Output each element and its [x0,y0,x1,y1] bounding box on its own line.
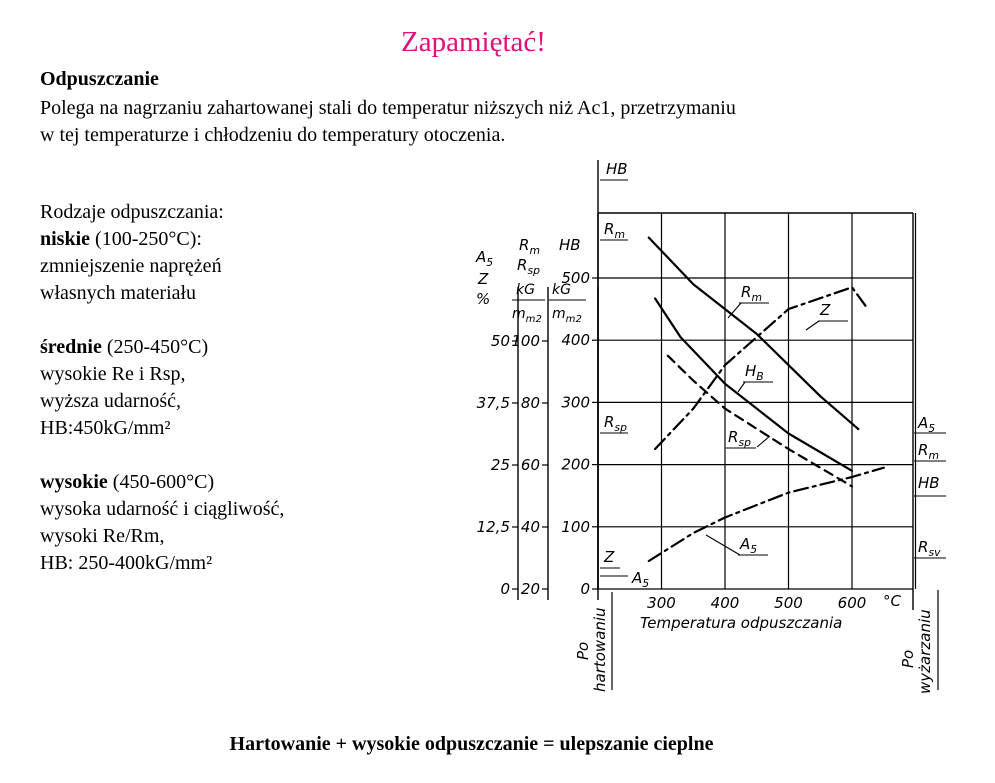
type-range: (450-600°C) [107,471,215,493]
axis-label: kG [552,282,571,298]
axis-label: $m_{m2}$ [512,306,542,325]
series-line-Z [655,287,868,449]
edge-label: $R_{sp}$ [604,413,627,434]
edge-label-rotated: Po [574,641,592,660]
series-label: $A_5$ [740,535,758,556]
axis-tick-label: 37,5 [476,394,510,412]
axis-tick-label: 60 [520,456,540,474]
edge-label-rotated: hartowaniu [591,607,609,692]
axis-label: $A_5$ [476,248,494,269]
description-paragraph [40,95,736,149]
series-label: $H_B$ [745,362,764,383]
series-line-HB [655,299,852,471]
series-label: $R_{sp}$ [728,428,751,449]
type-low-line: własnych materiału [40,282,197,304]
axis-tick-label: 200 [561,455,590,474]
edge-label-rotated: wyżarzaniu [916,609,934,694]
x-axis-label: Temperatura odpuszczania [640,614,843,632]
axis-label: % [476,290,491,308]
edge-label: $R_m$ [918,441,939,462]
type-high-line: wysoka udarność i ciągliwość, [40,498,285,520]
type-range: (250-450°C) [101,336,209,358]
edge-label: HB [606,160,628,178]
axis-tick-label: 50 [490,332,510,350]
edge-label-rotated: Po [899,649,917,668]
edge-label: $R_{sv}$ [918,538,941,559]
type-name: wysokie [40,471,108,493]
axis-tick-label: 20 [520,580,540,598]
axis-tick-label: 80 [520,394,540,412]
edge-label: Z [604,548,615,566]
type-high-line: wysoki Re/Rm, [40,525,165,547]
series-label: $R_m$ [741,283,762,304]
axis-tick-label: 25 [490,456,510,474]
axis-label: HB [559,236,581,254]
series-line-Rm [649,238,859,430]
type-medium-line: HB:450kG/mm² [40,417,171,439]
series-label-leader [706,535,740,555]
series-label-leader [757,436,770,447]
tempering-types [40,199,284,577]
type-low-header [40,226,284,253]
footer-summary: Hartowanie + wysokie odpuszczanie = ulepszanie cieplne [229,733,714,755]
x-unit-label: °C [883,592,901,610]
x-tick-label: 500 [774,594,803,612]
x-tick-label: 400 [710,594,740,612]
edge-label: HB [918,474,940,492]
edge-label: $A_5$ [632,569,650,590]
x-tick-label: 300 [647,594,676,612]
axis-label: kG [516,282,535,298]
axis-label: $m_{m2}$ [552,306,582,325]
type-name: średnie [40,336,102,358]
edge-label: $A_5$ [918,414,936,435]
type-range: (100-250°C): [90,228,202,250]
type-medium-header [40,334,284,361]
types-intro: Rodzaje odpuszczania: [40,201,224,223]
edge-label: $R_m$ [604,220,625,241]
axis-tick-label: 500 [561,269,590,287]
axis-label: $R_{sp}$ [517,256,540,277]
series-label-leader [806,321,819,330]
type-high-header [40,469,284,496]
axis-tick-label: 100 [561,517,590,536]
axis-label: $R_m$ [519,236,540,257]
description-line: Polega na nagrzaniu zahartowanej stali do temperatur niższych niż Ac1, przetrzymaniu [40,97,736,119]
page-title: Zapamiętać! [401,26,546,58]
series-label-leader [738,382,745,392]
type-medium-line: wyższa udarność, [40,390,182,412]
axis-label: Z [478,270,489,288]
axis-tick-label: 0 [580,580,590,598]
type-medium-line: wysokie Re i Rsp, [40,363,186,385]
tempering-chart [440,155,960,705]
description-line: w tej temperaturze i chłodzeniu do temperatury otoczenia. [40,124,506,146]
series-label: Z [820,301,831,319]
type-name: niskie [40,228,91,250]
axis-tick-label: 12,5 [476,518,510,536]
type-low-line: zmniejszenie naprężeń [40,255,222,277]
axis-tick-label: 40 [520,518,540,536]
axis-tick-label: 100 [511,332,540,350]
axis-tick-label: 0 [500,580,510,598]
axis-tick-label: 400 [561,331,590,350]
section-heading: Odpuszczanie [40,68,159,90]
axis-tick-label: 300 [561,393,590,412]
x-tick-label: 600 [837,594,867,612]
series-line-A5 [649,468,884,561]
type-high-line: HB: 250-400kG/mm² [40,552,213,574]
